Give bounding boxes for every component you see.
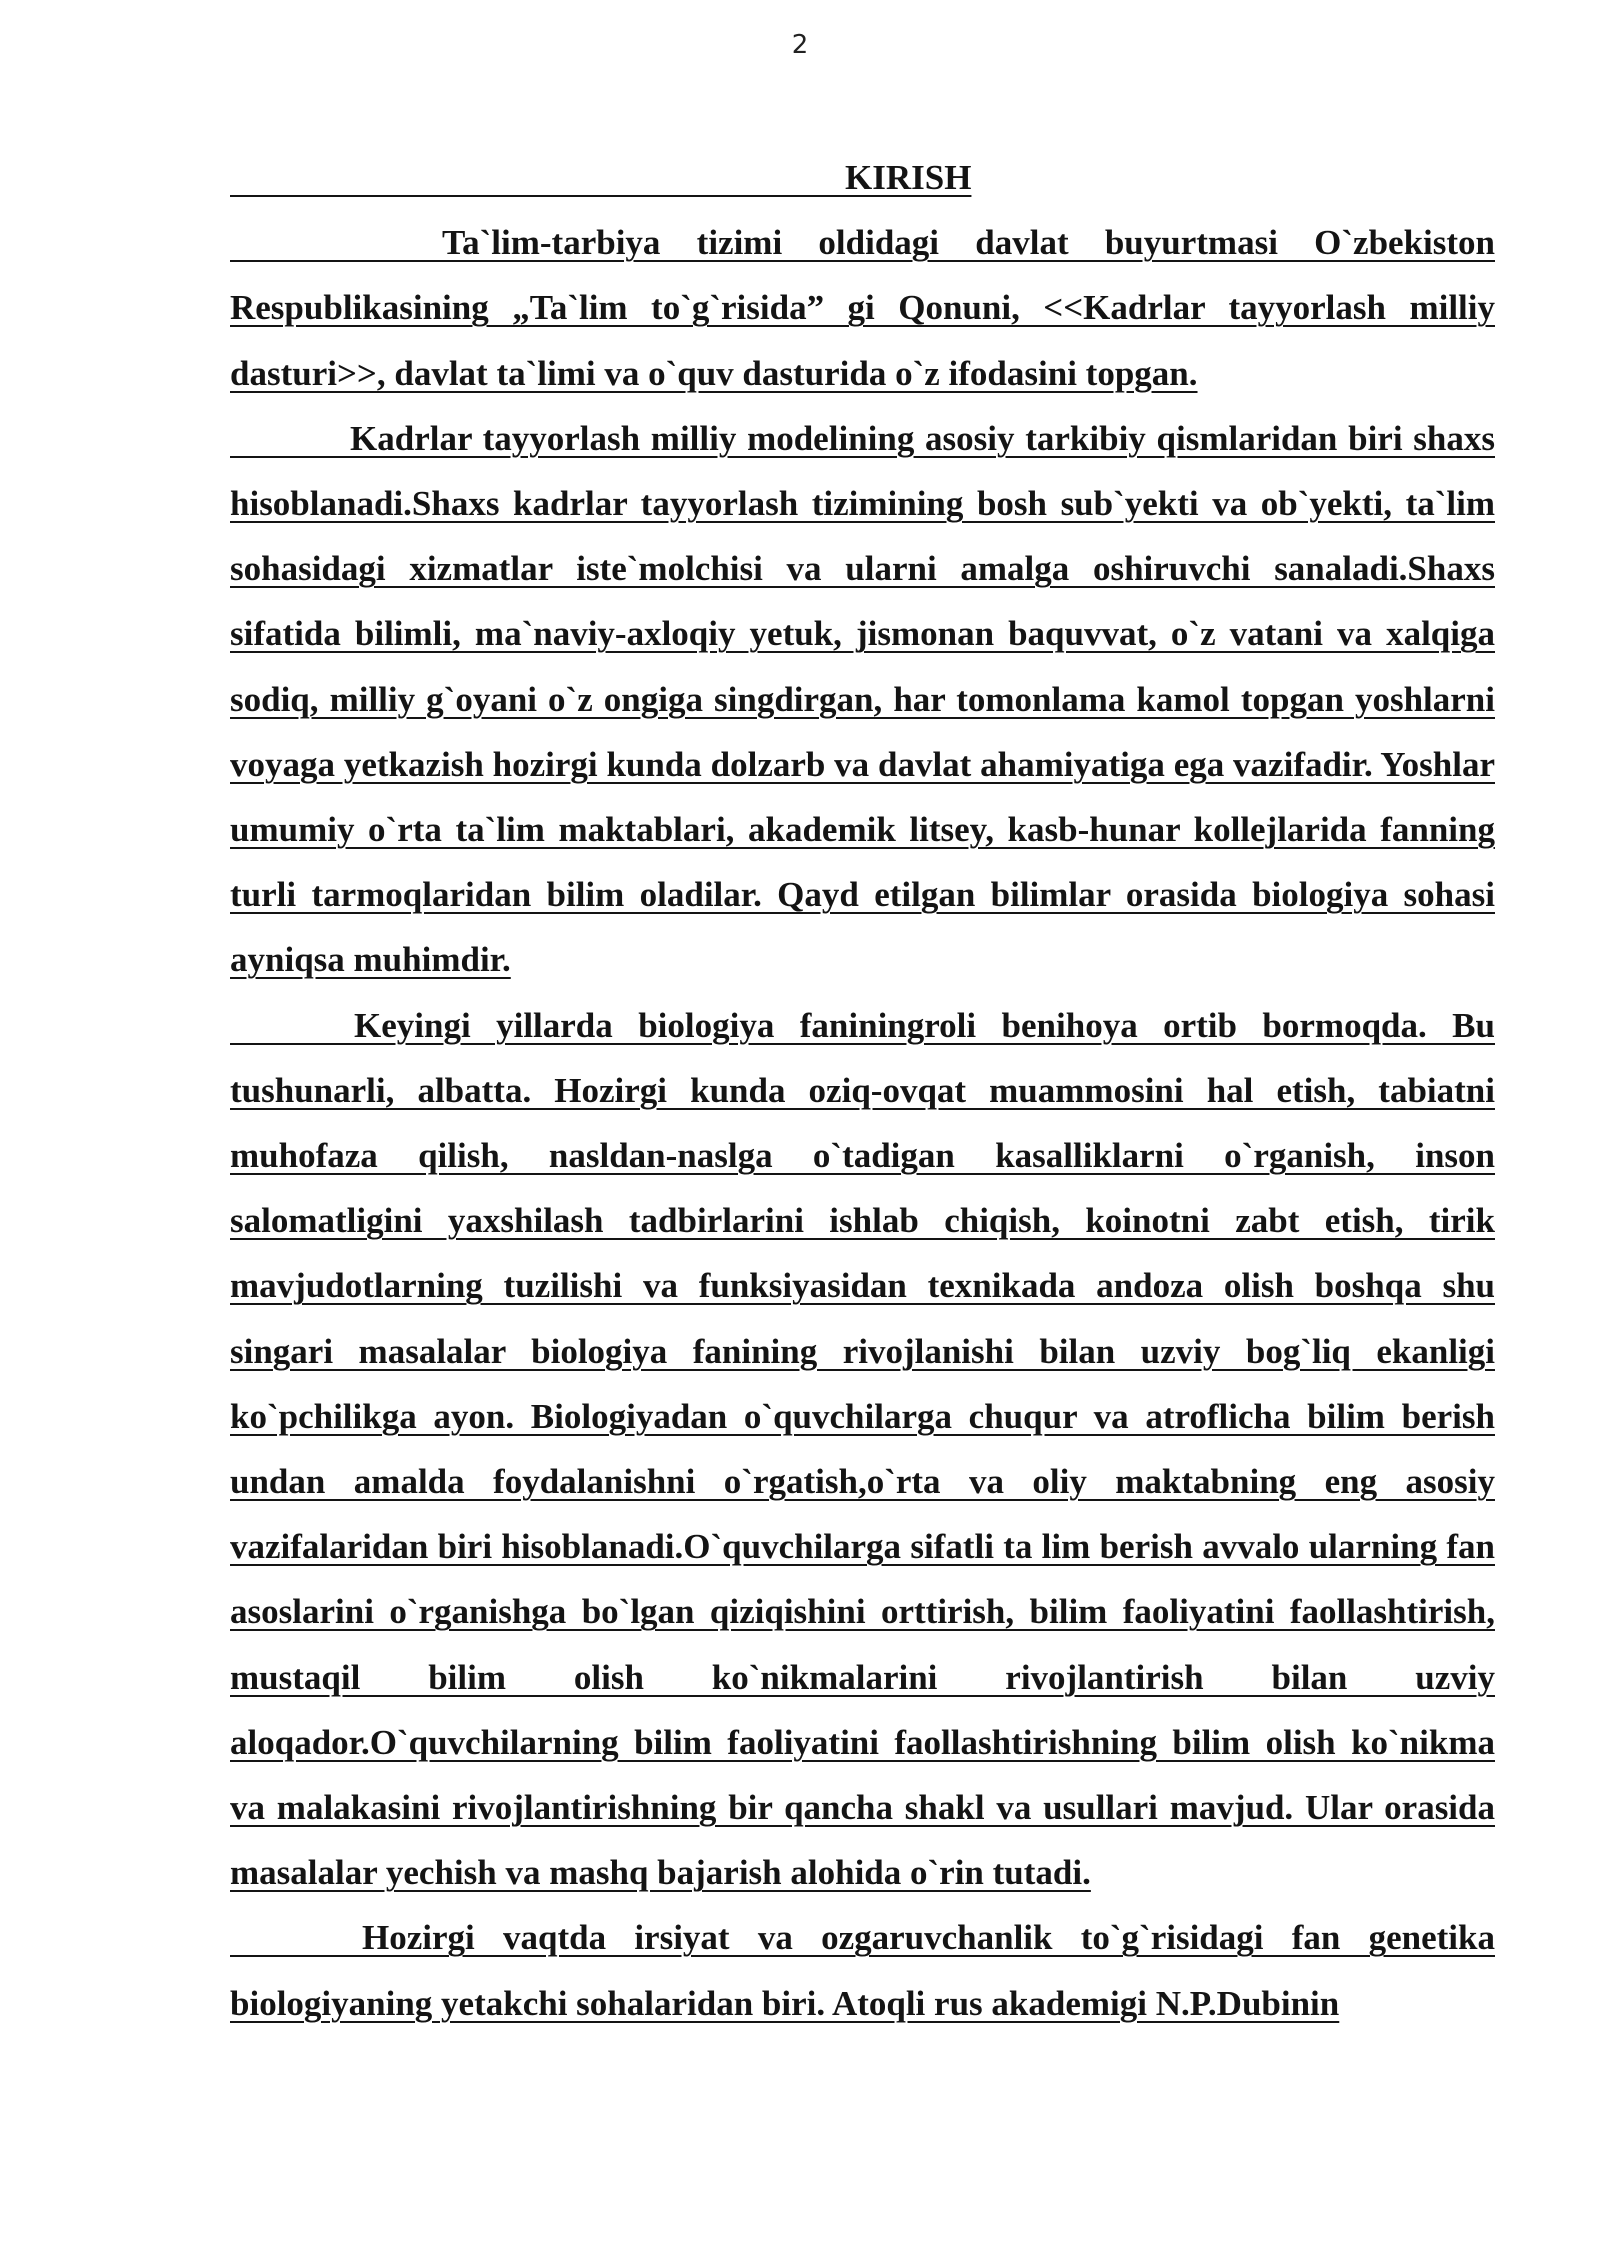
paragraph-indent [230, 1003, 354, 1045]
paragraph-text: Kadrlar tayyorlash milliy modelining asosiy tarkibiy qismlaridan biri shaxs hisoblanadi.Shaxs kadrlar tayyorlash tizimining bosh sub`yekti va ob`yekti, ta`lim sohasidagi xizmatlar iste`molchisi va ularni amalga oshiruvchi sanaladi.Shaxs sifatida bilimli, ma`naviy-axloqiy yetuk, jismonan baquvvat, o`z vatani va xalqiga sodiq, milliy g`oyani o`z ongiga singdirgan, har tomonlama kamol topgan yoshlarni voyaga yetkazish hozirgi kunda dolzarb va davlat ahamiyatiga ega vazifadir. Yoshlar umumiy o`rta ta`lim maktablari, akademik litsey, kasb-hunar kollejlarida fanning turli tarmoqlaridan bilim oladilar. Qayd etilgan bilimlar orasida biologiya sohasi ayniqsa muhimdir. [230, 418, 1495, 980]
paragraph-indent [230, 220, 442, 262]
section-title: KIRISH [845, 158, 972, 197]
paragraph-1 [230, 210, 1495, 406]
paragraph-4 [230, 1905, 1495, 2035]
document-body [230, 145, 1495, 2036]
section-title-line [230, 145, 1495, 210]
title-leader-line [230, 155, 845, 197]
paragraph-indent [230, 416, 350, 458]
paragraph-text: Keyingi yillarda biologiya faniningroli benihoya ortib bormoqda. Bu tushunarli, albatta. Hozirgi kunda oziq-ovqat muammosini hal etish, tabiatni muhofaza qilish, nasldan-naslga o`tadigan kasalliklarni o`rganish, inson salomatligini yaxshilash tadbirlarini ishlab chiqish, koinotni zabt etish, tirik mavjudotlarning tuzilishi va funksiyasidan texnikada andoza olish boshqa shu singari masalalar biologiya fanining rivojlanishi bilan uzviy bog`liq ekanligi ko`pchilikga ayon. Biologiyadan o`quvchilarga chuqur va atroflicha bilim berish undan amalda foydalanishni o`rgatish,o`rta va oliy maktabning eng asosiy vazifalaridan biri hisoblanadi.O`quvchilarga sifatli ta lim berish avvalo ularning fan asoslarini o`rganishga bo`lgan qiziqishini orttirish, bilim faoliyatini faollashtirish, mustaqil bilim olish ko`nikmalarini rivojlantirish bilan uzviy aloqador.O`quvchilarning bilim faoliyatini faollashtirishning bilim olish ko`nikma va malakasini rivojlantirishning bir qancha shakl va usullari mavjud. Ular orasida masalalar yechish va mashq bajarish alohida o`rin tutadi. [230, 1005, 1495, 1893]
paragraph-text: Ta`lim-tarbiya tizimi oldidagi davlat buyurtmasi O`zbekiston Respublikasining „Ta`lim to`g`risida” gi Qonuni, <<Kadrlar tayyorlash milliy dasturi>>, davlat ta`limi va o`quv dasturida o`z ifodasini topgan. [230, 223, 1495, 393]
paragraph-2 [230, 406, 1495, 993]
paragraph-3 [230, 993, 1495, 1906]
page-number: 2 [791, 30, 809, 60]
paragraph-text: Hozirgi vaqtda irsiyat va ozgaruvchanlik to`g`risidagi fan genetika biologiyaning yetakchi sohalaridan biri. Atoqli rus akademigi N.P.Dubinin [230, 1918, 1495, 2023]
paragraph-indent [230, 1915, 362, 1957]
